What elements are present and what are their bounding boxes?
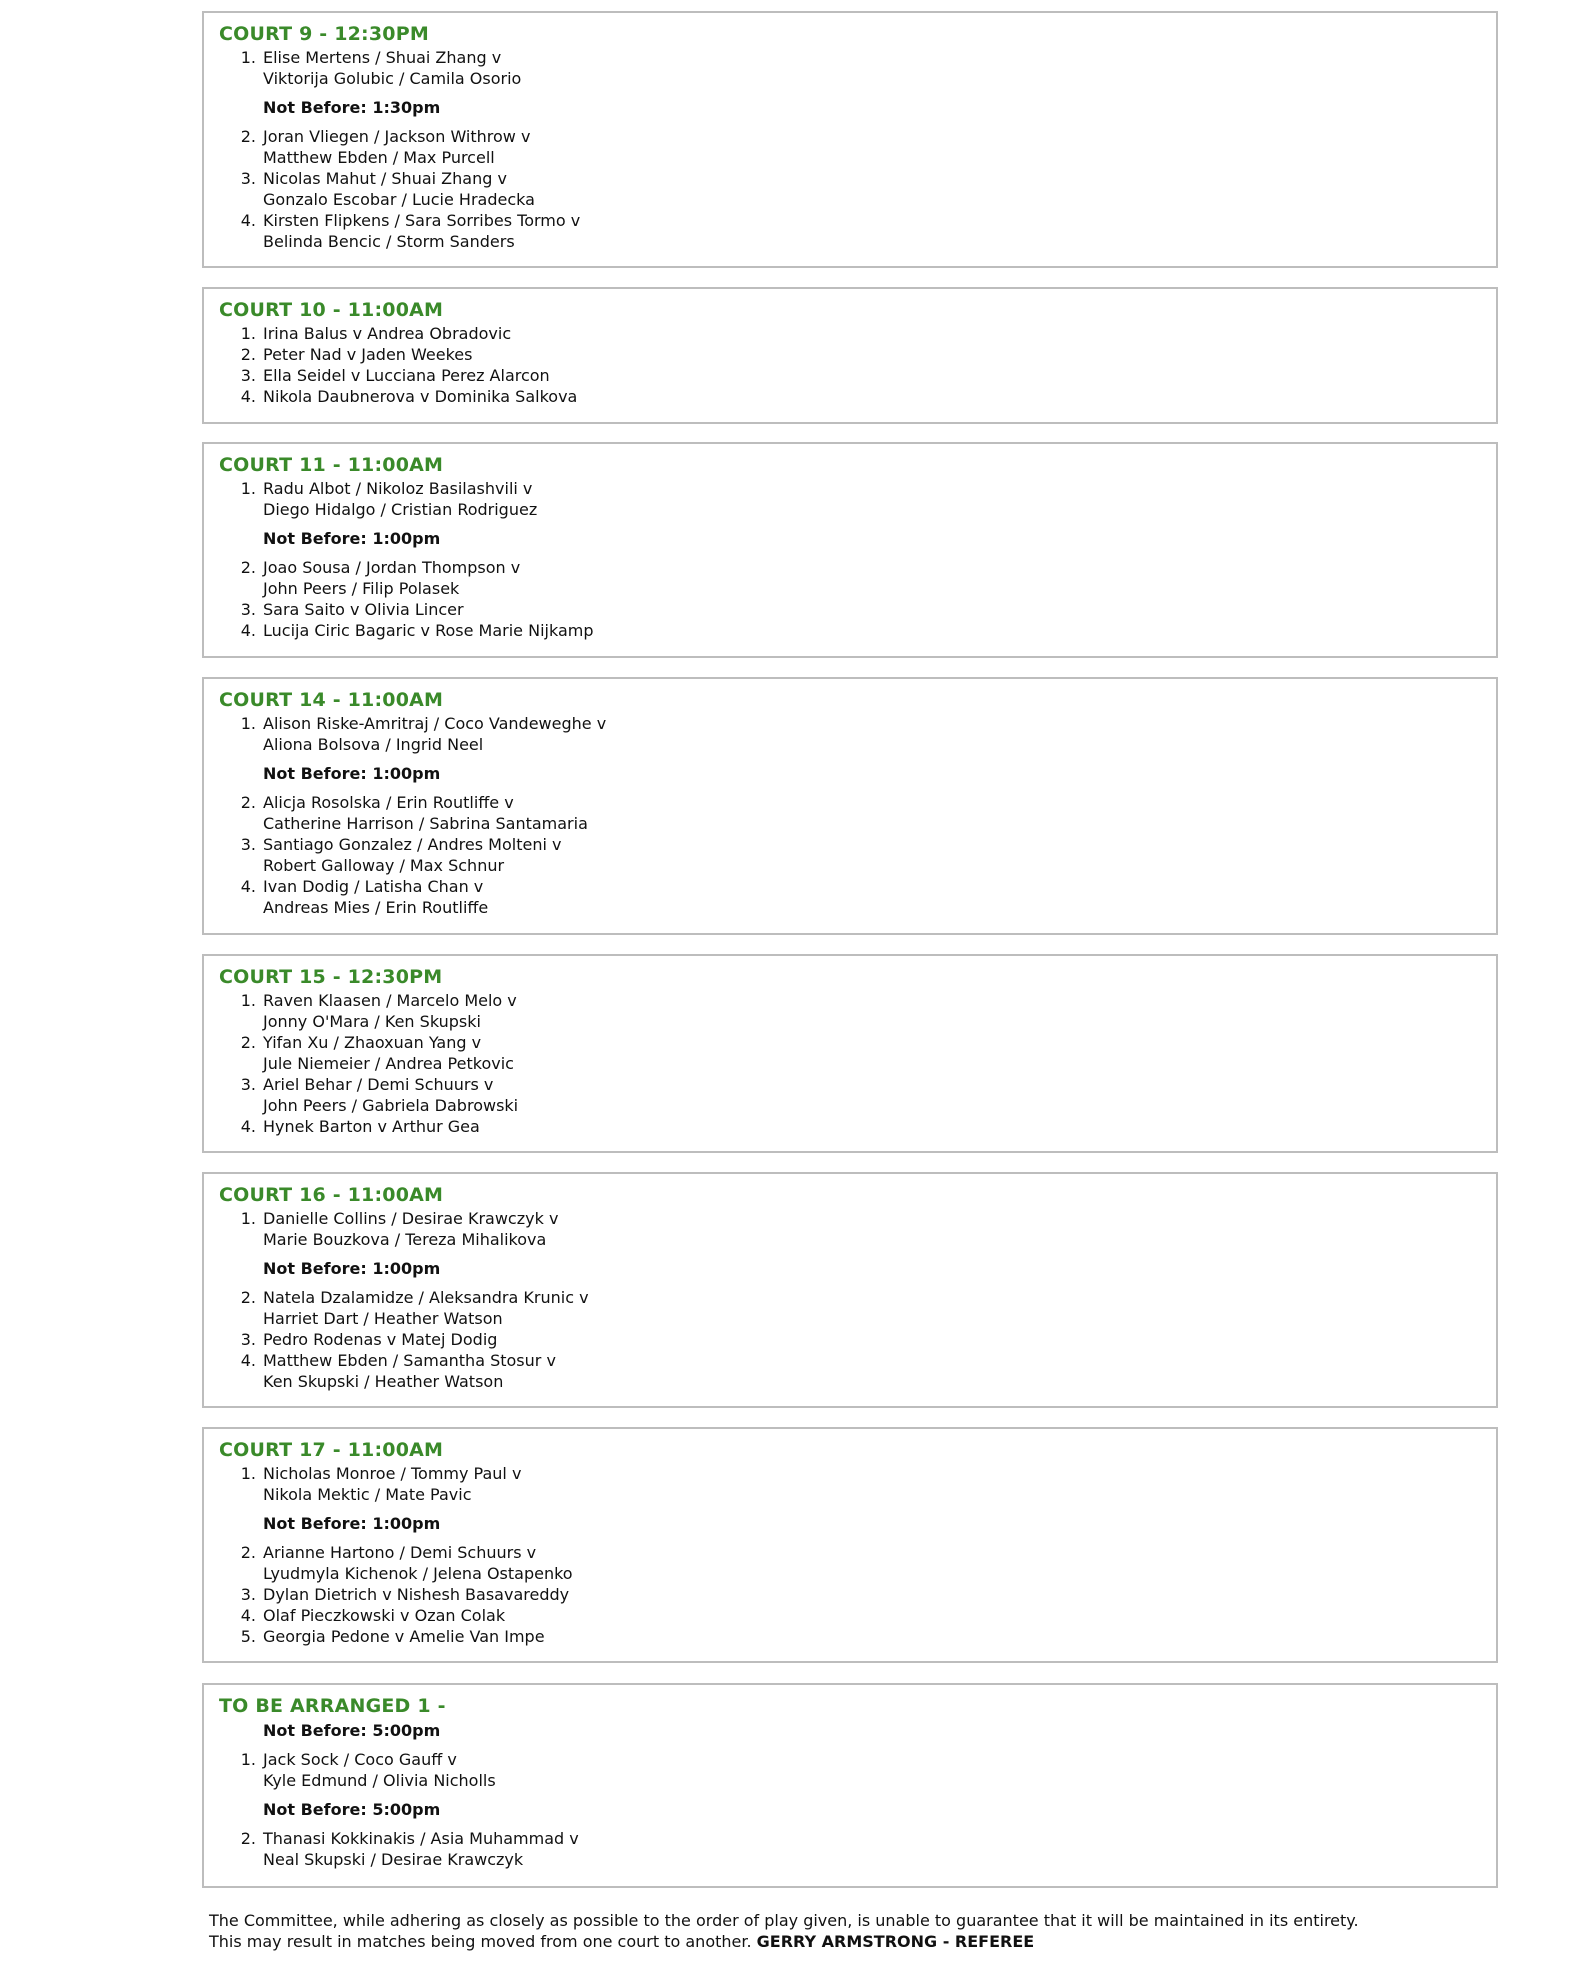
match-line: Ivan Dodig / Latisha Chan v [263, 877, 484, 896]
match-line: Alicja Rosolska / Erin Routliffe v [263, 793, 514, 812]
court-title: TO BE ARRANGED 1 - [219, 1695, 446, 1717]
match-number: 4. [240, 1117, 256, 1136]
match-number: 3. [240, 600, 256, 619]
match-number: 2. [240, 127, 256, 146]
match-line: Elise Mertens / Shuai Zhang v [263, 48, 502, 67]
match-item [219, 834, 1496, 876]
court-panel [202, 11, 1498, 268]
match-players [263, 1350, 556, 1392]
match-item [219, 599, 1496, 620]
match-item [219, 168, 1496, 210]
match-item [219, 210, 1496, 252]
match-line: Irina Balus v Andrea Obradovic [263, 324, 512, 343]
match-line: Santiago Gonzalez / Andres Molteni v [263, 835, 562, 854]
match-item [219, 1749, 1496, 1791]
match-line: Joao Sousa / Jordan Thompson v [263, 558, 521, 577]
match-number: 1. [240, 324, 256, 343]
match-players [263, 386, 577, 407]
match-list [219, 990, 1496, 1137]
match-players [263, 876, 488, 918]
match-number: 4. [240, 387, 256, 406]
match-line: John Peers / Gabriela Dabrowski [263, 1096, 519, 1115]
match-line: Robert Galloway / Max Schnur [263, 856, 505, 875]
match-number: 2. [240, 1829, 256, 1848]
match-line: Nicolas Mahut / Shuai Zhang v [263, 169, 507, 188]
not-before-label: Not Before: 1:00pm [263, 1259, 441, 1278]
match-players [263, 1542, 573, 1584]
match-item [219, 713, 1496, 755]
match-line: Joran Vliegen / Jackson Withrow v [263, 127, 531, 146]
match-item [219, 323, 1496, 344]
match-item [219, 386, 1496, 407]
match-number: 2. [240, 1033, 256, 1052]
footer-line-2 [209, 1931, 1509, 1952]
match-players [263, 1032, 514, 1074]
match-players [263, 1605, 505, 1626]
match-line: Nicholas Monroe / Tommy Paul v [263, 1464, 522, 1483]
match-number: 5. [240, 1627, 256, 1646]
court-panel [202, 677, 1498, 935]
match-line: Thanasi Kokkinakis / Asia Muhammad v [263, 1829, 579, 1848]
match-line: Raven Klaasen / Marcelo Melo v [263, 991, 517, 1010]
footer-note [209, 1910, 1509, 1952]
match-item [219, 990, 1496, 1032]
match-players [263, 1116, 480, 1137]
match-line: Catherine Harrison / Sabrina Santamaria [263, 814, 588, 833]
match-item [219, 1287, 1496, 1329]
match-item [219, 1032, 1496, 1074]
match-number: 4. [240, 211, 256, 230]
match-players [263, 990, 517, 1032]
match-list [219, 1720, 1496, 1870]
match-line: Ariel Behar / Demi Schuurs v [263, 1075, 494, 1094]
match-players [263, 1208, 558, 1250]
match-players [263, 1287, 589, 1329]
match-line: Gonzalo Escobar / Lucie Hradecka [263, 190, 535, 209]
match-item [219, 126, 1496, 168]
match-line: Viktorija Golubic / Camila Osorio [263, 69, 522, 88]
match-line: Harriet Dart / Heather Watson [263, 1309, 503, 1328]
not-before-label: Not Before: 1:30pm [263, 98, 441, 117]
court-title: COURT 11 - 11:00AM [219, 454, 444, 476]
match-line: Sara Saito v Olivia Lincer [263, 600, 464, 619]
match-players [263, 834, 561, 876]
court-title: COURT 14 - 11:00AM [219, 689, 444, 711]
match-item [219, 876, 1496, 918]
match-number: 1. [240, 1464, 256, 1483]
match-line: Jack Sock / Coco Gauff v [263, 1750, 457, 1769]
match-players [263, 47, 521, 89]
match-item [219, 47, 1496, 89]
court-title: COURT 9 - 12:30PM [219, 23, 429, 45]
court-panel [202, 1427, 1498, 1663]
match-line: Danielle Collins / Desirae Krawczyk v [263, 1209, 559, 1228]
not-before-label: Not Before: 1:00pm [263, 1514, 441, 1533]
match-line: Arianne Hartono / Demi Schuurs v [263, 1543, 537, 1562]
match-players [263, 1463, 521, 1505]
match-item [219, 1626, 1496, 1647]
match-number: 3. [240, 1075, 256, 1094]
footer-line-2-text: This may result in matches being moved from one court to another. [209, 1932, 752, 1951]
match-line: Aliona Bolsova / Ingrid Neel [263, 735, 484, 754]
match-players [263, 1749, 496, 1791]
match-line: Diego Hidalgo / Cristian Rodriguez [263, 500, 538, 519]
match-line: Marie Bouzkova / Tereza Mihalikova [263, 1230, 547, 1249]
footer-line-1: The Committee, while adhering as closely as possible to the order of play given, is unable to guarantee that it will be maintained in its entirety. [209, 1911, 1359, 1930]
court-title: COURT 15 - 12:30PM [219, 966, 443, 988]
match-players [263, 323, 511, 344]
match-list [219, 713, 1496, 918]
match-number: 3. [240, 1585, 256, 1604]
match-players [263, 620, 593, 641]
match-number: 3. [240, 169, 256, 188]
match-players [263, 713, 606, 755]
match-list [219, 1208, 1496, 1392]
match-line: Andreas Mies / Erin Routliffe [263, 898, 489, 917]
court-title: COURT 16 - 11:00AM [219, 1184, 444, 1206]
court-title: COURT 17 - 11:00AM [219, 1439, 444, 1461]
match-players [263, 792, 588, 834]
court-panel [202, 1172, 1498, 1408]
match-list [219, 478, 1496, 641]
match-item [219, 1074, 1496, 1116]
match-line: Radu Albot / Nikoloz Basilashvili v [263, 479, 533, 498]
match-line: Georgia Pedone v Amelie Van Impe [263, 1627, 545, 1646]
match-number: 1. [240, 991, 256, 1010]
match-number: 3. [240, 1330, 256, 1349]
match-line: Hynek Barton v Arthur Gea [263, 1117, 480, 1136]
not-before-label: Not Before: 1:00pm [263, 764, 441, 783]
match-players [263, 210, 580, 252]
match-number: 4. [240, 621, 256, 640]
court-panel [202, 442, 1498, 658]
match-players [263, 126, 530, 168]
match-line: Yifan Xu / Zhaoxuan Yang v [263, 1033, 482, 1052]
match-line: Nikola Daubnerova v Dominika Salkova [263, 387, 578, 406]
match-players [263, 478, 537, 520]
match-list [219, 323, 1496, 407]
court-panel [202, 954, 1498, 1153]
match-number: 4. [240, 877, 256, 896]
match-line: Matthew Ebden / Samantha Stosur v [263, 1351, 556, 1370]
match-line: John Peers / Filip Polasek [263, 579, 460, 598]
match-number: 2. [240, 345, 256, 364]
match-line: Alison Riske-Amritraj / Coco Vandeweghe v [263, 714, 607, 733]
match-item [219, 365, 1496, 386]
court-title: COURT 10 - 11:00AM [219, 299, 444, 321]
court-panel [202, 287, 1498, 424]
match-list [219, 47, 1496, 252]
match-item [219, 1542, 1496, 1584]
court-panel [202, 1683, 1498, 1888]
match-line: Ken Skupski / Heather Watson [263, 1372, 504, 1391]
match-players [263, 1828, 579, 1870]
match-players [263, 344, 472, 365]
match-item [219, 1208, 1496, 1250]
match-line: Dylan Dietrich v Nishesh Basavareddy [263, 1585, 570, 1604]
match-line: Pedro Rodenas v Matej Dodig [263, 1330, 498, 1349]
match-line: Kyle Edmund / Olivia Nicholls [263, 1771, 496, 1790]
match-item [219, 344, 1496, 365]
match-line: Kirsten Flipkens / Sara Sorribes Tormo v [263, 211, 581, 230]
match-line: Lyudmyla Kichenok / Jelena Ostapenko [263, 1564, 573, 1583]
match-item [219, 620, 1496, 641]
match-line: Neal Skupski / Desirae Krawczyk [263, 1850, 524, 1869]
match-number: 2. [240, 793, 256, 812]
match-players [263, 365, 550, 386]
match-number: 1. [240, 479, 256, 498]
match-line: Nikola Mektic / Mate Pavic [263, 1485, 472, 1504]
match-line: Natela Dzalamidze / Aleksandra Krunic v [263, 1288, 589, 1307]
match-number: 1. [240, 1750, 256, 1769]
match-players [263, 168, 535, 210]
match-item [219, 1350, 1496, 1392]
match-line: Olaf Pieczkowski v Ozan Colak [263, 1606, 506, 1625]
match-line: Jonny O'Mara / Ken Skupski [263, 1012, 481, 1031]
match-list [219, 1463, 1496, 1647]
referee-name: GERRY ARMSTRONG - REFEREE [756, 1932, 1035, 1951]
match-players [263, 1329, 497, 1350]
match-number: 2. [240, 558, 256, 577]
match-line: Belinda Bencic / Storm Sanders [263, 232, 515, 251]
match-item [219, 1463, 1496, 1505]
not-before-label: Not Before: 5:00pm [263, 1800, 441, 1819]
match-players [263, 599, 464, 620]
match-item [219, 1828, 1496, 1870]
match-number: 3. [240, 835, 256, 854]
match-number: 1. [240, 48, 256, 67]
match-number: 1. [240, 714, 256, 733]
match-number: 1. [240, 1209, 256, 1228]
match-number: 2. [240, 1543, 256, 1562]
match-item [219, 1329, 1496, 1350]
match-line: Jule Niemeier / Andrea Petkovic [263, 1054, 514, 1073]
match-line: Peter Nad v Jaden Weekes [263, 345, 473, 364]
match-number: 4. [240, 1351, 256, 1370]
match-item [219, 557, 1496, 599]
not-before-label: Not Before: 5:00pm [263, 1721, 441, 1740]
match-players [263, 1074, 518, 1116]
match-players [263, 1584, 569, 1605]
match-item [219, 1116, 1496, 1137]
match-number: 3. [240, 366, 256, 385]
match-players [263, 1626, 545, 1647]
not-before-label: Not Before: 1:00pm [263, 529, 441, 548]
match-item [219, 1605, 1496, 1626]
match-item [219, 478, 1496, 520]
match-line: Lucija Ciric Bagaric v Rose Marie Nijkamp [263, 621, 594, 640]
match-item [219, 792, 1496, 834]
match-number: 2. [240, 1288, 256, 1307]
match-line: Matthew Ebden / Max Purcell [263, 148, 495, 167]
match-number: 4. [240, 1606, 256, 1625]
match-players [263, 557, 520, 599]
match-item [219, 1584, 1496, 1605]
match-line: Ella Seidel v Lucciana Perez Alarcon [263, 366, 550, 385]
